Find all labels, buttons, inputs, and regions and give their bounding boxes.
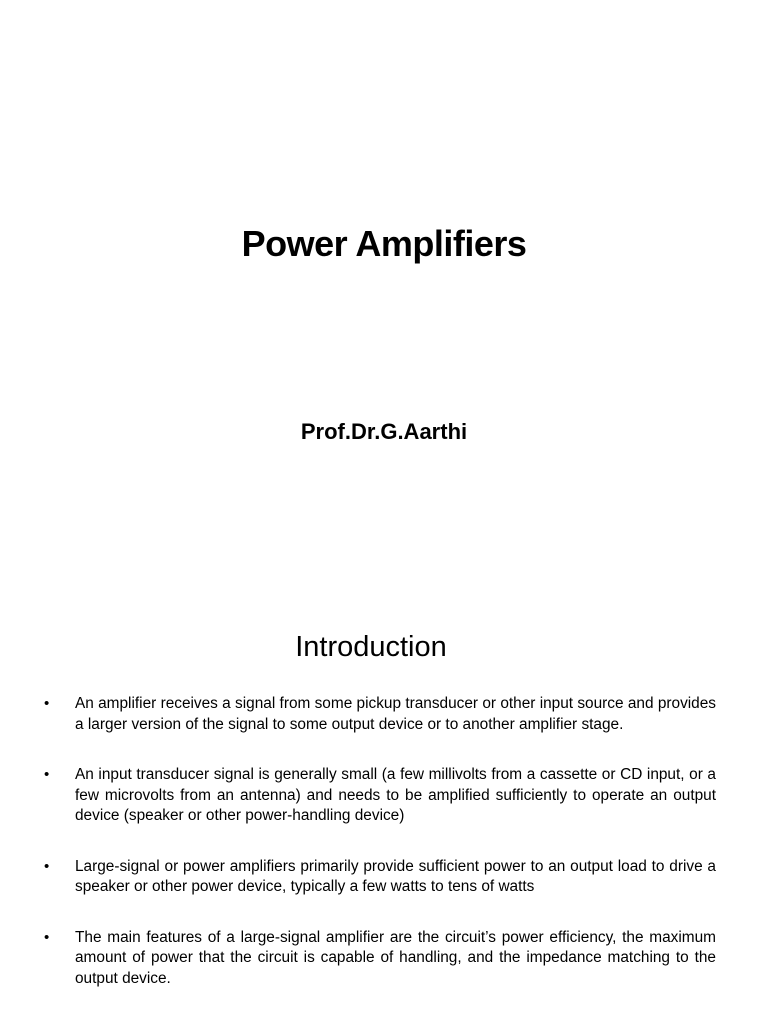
bullet-text: The main features of a large-signal amplifier are the circuit’s power efficiency, the maximum amount of power that the circuit is capable of handling, and the impedance matching to the output device. <box>75 928 716 987</box>
bullet-text: An amplifier receives a signal from some pickup transducer or other input source and provides a larger version of the signal to some output device or to another amplifier stage. <box>75 695 716 733</box>
slide-title: Power Amplifiers <box>241 223 527 264</box>
bullet-item <box>44 928 716 990</box>
section-heading: Introduction <box>295 631 447 663</box>
bullet-icon: • <box>44 928 50 946</box>
bullet-text: An input transducer signal is generally small (a few millivolts from a cassette or CD input, or a few microvolts from an antenna) and needs to be amplified sufficiently to operate an output device (speaker or other power-handling device) <box>75 766 716 824</box>
bullet-item <box>44 857 716 898</box>
bullet-text: Large-signal or power amplifiers primarily provide sufficient power to an output load to drive a speaker or other power device, typically a few watts to tens of watts <box>75 857 716 895</box>
bullet-icon: • <box>44 695 50 712</box>
author-name: Prof.Dr.G.Aarthi <box>300 419 468 444</box>
bullet-icon: • <box>44 766 50 783</box>
bullet-item <box>44 765 716 827</box>
bullet-list <box>44 694 716 1019</box>
bullet-icon: • <box>44 857 50 875</box>
bullet-item <box>44 694 716 735</box>
